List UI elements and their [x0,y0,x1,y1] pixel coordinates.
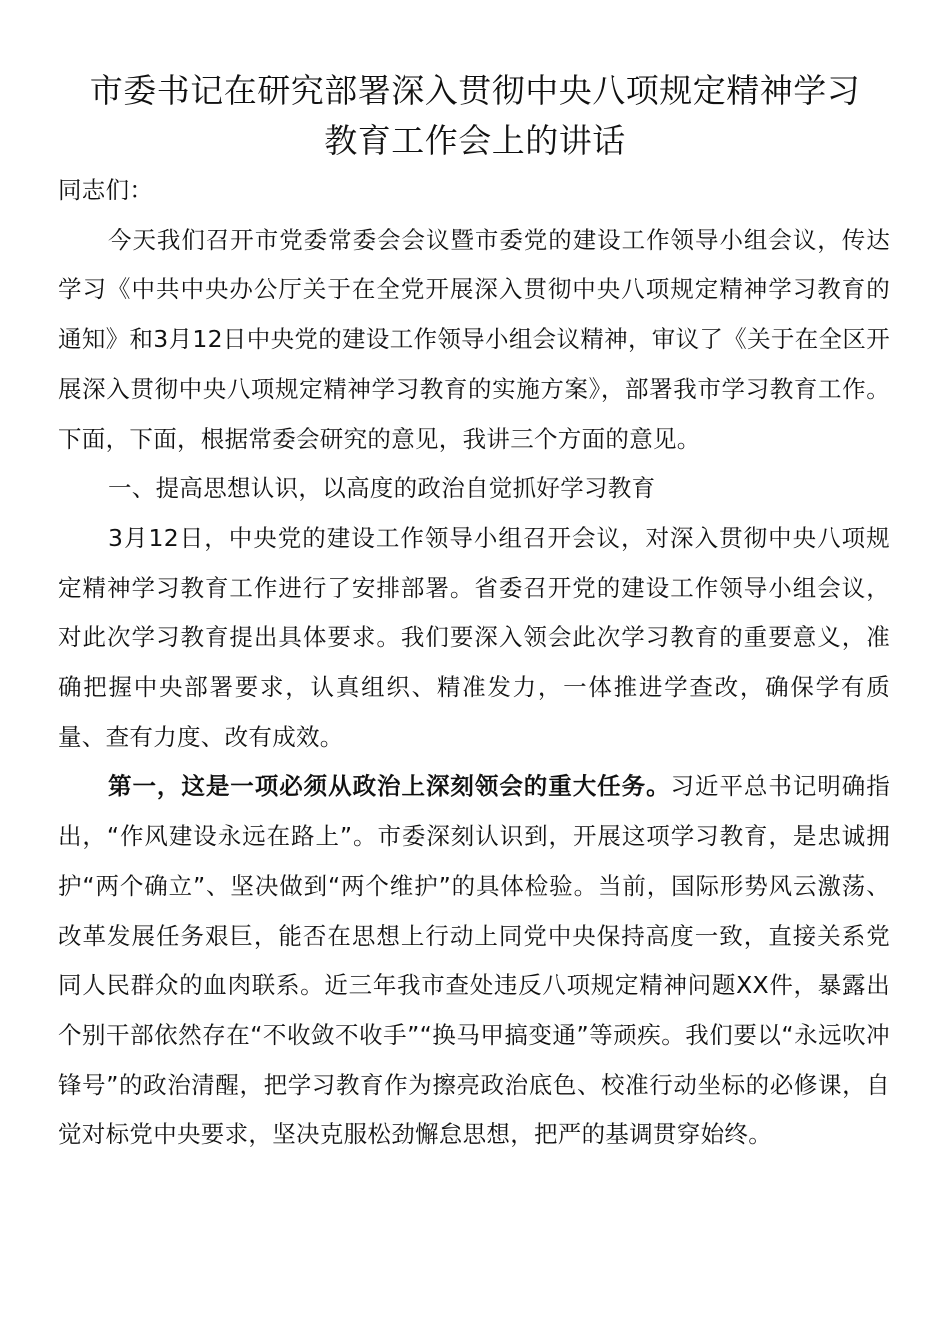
title-line-2: 教育工作会上的讲话 [324,121,626,160]
title-line-1: 市委书记在研究部署深入贯彻中央八项规定精神学习 [89,71,861,110]
point-1-lead: 第一，这是一项必须从政治上深刻领会的重大任务。 [108,772,671,801]
paragraph-point-1 [58,762,890,1160]
paragraph-opening: 今天我们召开市党委常委会会议暨市委党的建设工作领导小组会议，传达学习《中共中央办公厅关于在全党开展深入贯彻中央八项规定精神学习教育的通知》和3月12日中央党的建设工作领导小组会议精神，审议了《关于在全区开展深入贯彻中央八项规定精神学习教育的实施方案》，部署我市学习教育工作。下面，下面，根据常委会研究的意见，我讲三个方面的意见。 [58,225,890,453]
paragraph-section-1: 3月12日，中央党的建设工作领导小组召开会议，对深入贯彻中央八项规定精神学习教育工作进行了安排部署。省委召开党的建设工作领导小组会议，对此次学习教育提出具体要求。我们要深入领会此次学习教育的重要意义，准确把握中央部署要求，认真组织、精准发力，一体推进学查改，确保学有质量、查有力度、改有成效。 [58,523,890,751]
document-body [58,166,890,1160]
salutation: 同志们： [58,176,154,204]
document-title [40,66,910,166]
point-1-text: 习近平总书记明确指出，“作风建设永远在路上”。市委深刻认识到，开展这项学习教育，是忠诚拥护“两个确立”、坚决做到“两个维护”的具体检验。当前，国际形势风云激荡、改革发展任务艰巨，能否在思想上行动上同党中央保持高度一致，直接关系党同人民群众的血肉联系。近三年我市查处违反八项规定精神问题XX件，暴露出个别干部依然存在“不收敛不收手”“换马甲搞变通”等顽疾。我们要以“永远吹冲锋号”的政治清醒，把学习教育作为擦亮政治底色、校准行动坐标的必修课，自觉对标党中央要求，坚决克服松劲懈怠思想，把严的基调贯穿始终。 [58,772,890,1149]
section-heading-1: 一、提高思想认识，以高度的政治自觉抓好学习教育 [108,474,656,503]
